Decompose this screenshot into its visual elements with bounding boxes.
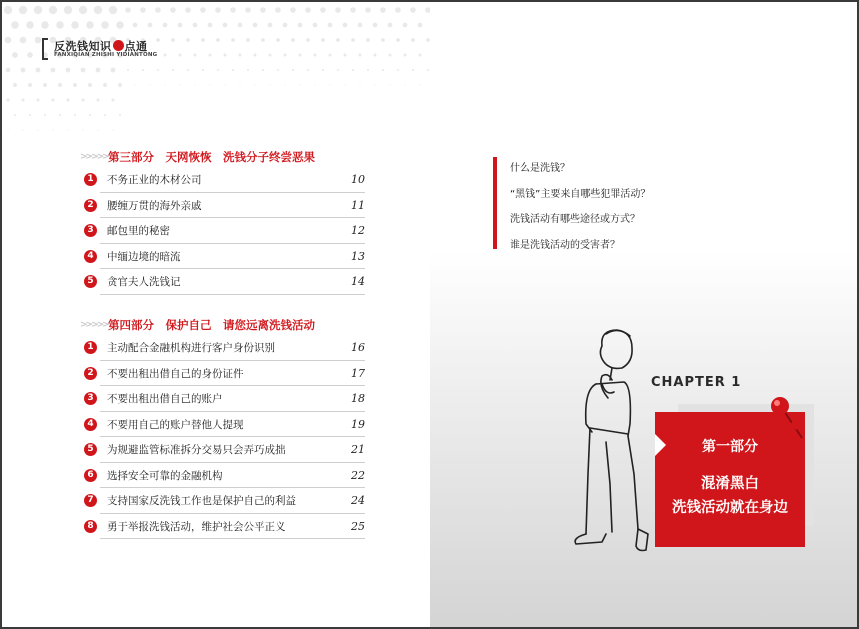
toc-row-title: 不要出租出借自己的身份证件 (107, 367, 244, 380)
toc-row-title: 不要出租出借自己的账户 (107, 393, 223, 405)
chapter-part-title: 第一部分 (702, 439, 758, 455)
toc-row-title: 选择安全可靠的金融机构 (107, 469, 223, 482)
number-badge: 5 (84, 275, 97, 288)
toc-row[interactable] (80, 336, 365, 362)
number-badge: 1 (84, 173, 97, 186)
number-badge: 4 (84, 250, 97, 263)
row-divider (100, 538, 365, 539)
row-divider (100, 513, 365, 514)
toc-row-title: 中缅边境的暗流 (107, 250, 181, 263)
chapter-title-line2: 洗钱活动就在身边 (672, 500, 788, 516)
row-divider (100, 192, 365, 193)
toc-row[interactable] (80, 219, 365, 245)
toc-row-page: 17 (351, 366, 365, 380)
row-divider (100, 436, 365, 437)
toc-row[interactable] (80, 387, 365, 413)
toc-row[interactable] (80, 245, 365, 271)
row-divider (100, 385, 365, 386)
toc-row[interactable] (80, 168, 365, 194)
row-divider (100, 411, 365, 412)
thinking-man-illustration (562, 324, 657, 559)
toc-row-title: 不务正业的木材公司 (107, 174, 202, 186)
toc-row-page: 25 (351, 519, 365, 533)
number-badge: 1 (84, 341, 97, 354)
row-divider (100, 243, 365, 244)
toc-row-title: 贪官夫人洗钱记 (107, 276, 181, 288)
toc-row[interactable] (80, 194, 365, 220)
toc-row-title: 邮包里的秘密 (107, 225, 170, 237)
questions-accent-bar (493, 157, 497, 249)
toc-row-title: 不要用自己的账户替他人提现 (107, 418, 244, 431)
section-title: 第四部分 保护自己 请您远离洗钱活动 (108, 318, 315, 332)
toc-row-title: 支持国家反洗钱工作也是保护自己的利益 (107, 495, 296, 507)
question-item: “黑钱”主要来自哪些犯罪活动？ (510, 189, 651, 200)
section-header (80, 316, 365, 336)
toc-row-title: 为规避监管标准拆分交易只会弄巧成拙 (107, 444, 286, 456)
toc-row-page: 10 (351, 173, 365, 186)
series-logo (42, 38, 158, 64)
logo-circle-icon (113, 40, 124, 51)
toc-row[interactable] (80, 464, 365, 490)
logo-title-part1: 反洗钱知识 (54, 40, 112, 53)
toc-row[interactable] (80, 489, 365, 515)
section-title: 第三部分 天网恢恢 洗钱分子终尝恶果 (108, 150, 315, 164)
row-divider (100, 360, 365, 361)
number-badge: 5 (84, 443, 97, 456)
toc-row[interactable] (80, 413, 365, 439)
number-badge: 3 (84, 392, 97, 405)
toc-row-page: 16 (351, 341, 365, 354)
toc-row-page: 13 (351, 249, 365, 263)
toc-row-page: 21 (351, 443, 365, 456)
chapter-label: CHAPTER 1 (651, 375, 742, 390)
row-divider (100, 268, 365, 269)
book-spread (2, 2, 857, 627)
toc-row-title: 勇于举报洗钱活动，维护社会公平正义 (107, 520, 286, 533)
number-badge: 8 (84, 520, 97, 533)
row-divider (100, 487, 365, 488)
toc-row-page: 11 (351, 198, 365, 212)
toc-row-page: 18 (351, 392, 365, 405)
section-header (80, 148, 365, 168)
toc-section-part4 (80, 316, 365, 540)
chapter-title-line1: 混淆黑白 (701, 476, 759, 492)
number-badge: 7 (84, 494, 97, 507)
toc-row[interactable] (80, 362, 365, 388)
toc-row-title: 主动配合金融机构进行客户身份识别 (107, 342, 275, 354)
row-divider (100, 217, 365, 218)
toc-row[interactable] (80, 438, 365, 464)
toc-row-page: 12 (351, 224, 365, 237)
chevrons-icon: >>>>> (80, 152, 108, 162)
row-divider (100, 294, 365, 295)
logo-title-part2: 点通 (124, 40, 148, 53)
number-badge: 2 (84, 199, 97, 212)
toc-row[interactable] (80, 515, 365, 541)
logo-subtitle: FANXIQIAN ZHISHI YIDIANTONG (54, 52, 158, 58)
toc-section-part3 (80, 148, 365, 296)
question-item: 谁是洗钱活动的受害者？ (510, 240, 620, 251)
toc-row-page: 24 (351, 494, 365, 507)
toc-row-page: 19 (351, 417, 365, 431)
push-pin-icon (768, 394, 808, 446)
row-divider (100, 462, 365, 463)
question-item: 洗钱活动有哪些途径或方式？ (510, 214, 640, 225)
toc-row[interactable] (80, 270, 365, 296)
number-badge: 4 (84, 418, 97, 431)
chevrons-icon: >>>>> (80, 320, 108, 330)
toc-row-title: 腰缠万贯的海外亲戚 (107, 199, 202, 212)
logo-bracket (42, 38, 48, 60)
toc-row-page: 22 (351, 468, 365, 482)
number-badge: 6 (84, 469, 97, 482)
number-badge: 2 (84, 367, 97, 380)
number-badge: 3 (84, 224, 97, 237)
question-item: 什么是洗钱？ (510, 163, 570, 174)
toc-row-page: 14 (351, 275, 365, 288)
